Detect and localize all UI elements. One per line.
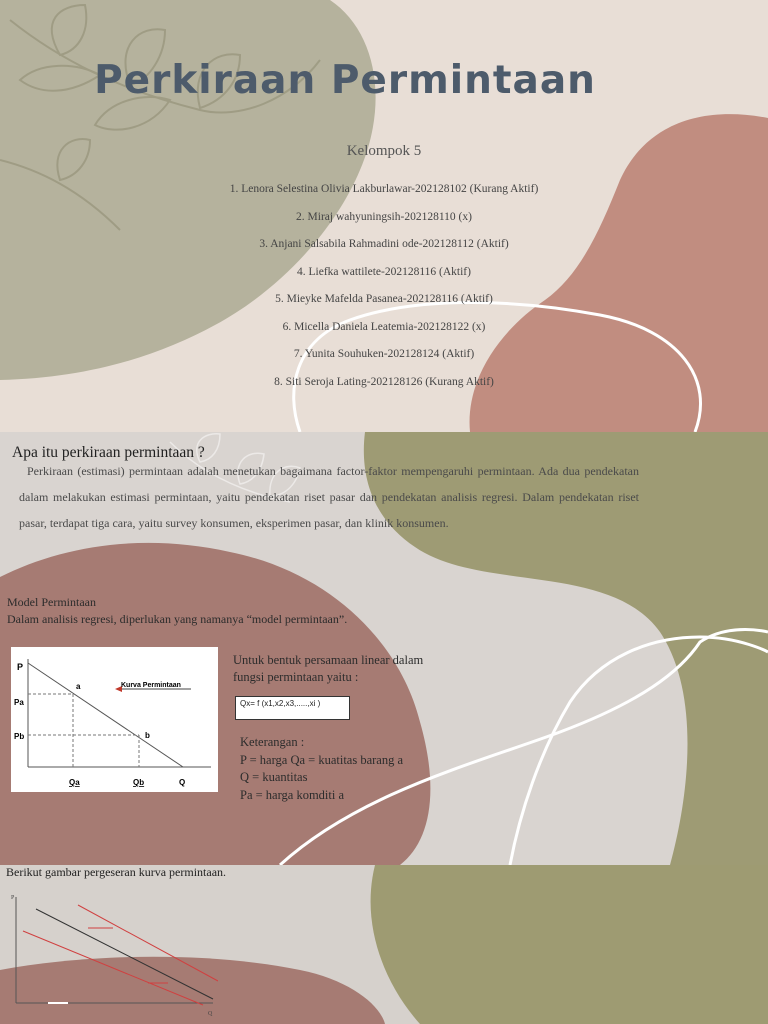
keterangan-line: P = harga Qa = kuatitas barang a [240,752,404,767]
x-axis-label: Q [208,1011,213,1017]
keterangan-line: Pa = harga komditi a [240,787,345,802]
keterangan-line: Q = kuantitas [240,770,308,784]
shift-caption: Berikut gambar pergeseran kurva permintaan. [6,865,227,879]
slide-title [0,0,768,432]
keterangan-line: Keterangan : [240,735,305,749]
equation-box: Qx= f (x1,x2,x3,.....,xi ) [235,696,350,720]
member-item: 6. Micella Daniela Leatemia-202128122 (x) [282,320,486,333]
x-axis-label: Q [179,778,186,787]
member-item: 3. Anjani Salsabila Rahmadini ode-202128112 (Aktif) [259,238,509,250]
qa-label: Qa [69,778,80,787]
point-a-label: a [76,682,81,691]
member-list [0,176,768,396]
y-axis-label: P [11,895,15,901]
equation-intro-line: fungsi permintaan yaitu : [233,670,359,684]
page-title: Perkiraan Permintaan [94,58,596,103]
y-axis-label: P [17,662,24,672]
qb-label: Qb [133,778,145,787]
demand-shift-graph [8,893,218,1018]
definition-text: Perkiraan (estimasi) permintaan adalah menetukan bagaimana factor-faktor mempengaruhi permintaan. Ada dua pendekatan dalam melakukan estimasi permintaan, yaitu pendekatan riset pasar dan pendekatan analisis regresi. Dalam pendekatan riset pasar, terdapat tiga cara, yaitu survey konsumen, eksperimen pasar, dan klinik konsumen. [19,464,639,530]
slide-definition [0,432,768,865]
shifted-demand-left [23,931,203,1005]
member-item: 1. Lenora Selestina Olivia Lakburlawar-202128102 (Kurang Aktif) [229,183,539,195]
model-text: Dalam analisis regresi, diperlukan yang namanya “model permintaan”. [7,612,348,626]
demand-curve-chart [11,647,218,792]
slide-shift [0,865,768,1024]
definition-paragraph [19,458,639,536]
demand-curve-graph [11,647,218,792]
member-item: 2. Miraj wahyuningsih-202128110 (x) [296,210,472,223]
group-name: Kelompok 5 [346,143,422,159]
member-item: 5. Mieyke Mafelda Pasanea-202128116 (Aktif) [275,293,493,305]
original-demand-line [36,909,213,999]
keterangan-list [240,734,403,804]
pb-label: Pb [14,732,25,741]
curve-label: Kurva Permintaan [121,682,181,689]
member-item: 7. Yunita Souhuken-202128124 (Aktif) [293,348,475,360]
shifted-demand-right [78,905,218,981]
pa-label: Pa [14,698,24,707]
model-section [7,594,347,628]
demand-line [28,663,183,767]
equation-intro-line: Untuk bentuk persamaan linear dalam [233,653,424,667]
member-item: 8. Siti Seroja Lating-202128126 (Kurang Aktif) [274,375,494,388]
member-item: 4. Liefka wattilete-202128116 (Aktif) [297,265,471,278]
section-heading: Apa itu perkiraan permintaan ? [12,444,205,461]
point-b-label: b [145,731,150,740]
equation-intro [233,652,423,686]
model-title: Model Permintaan [7,595,96,609]
